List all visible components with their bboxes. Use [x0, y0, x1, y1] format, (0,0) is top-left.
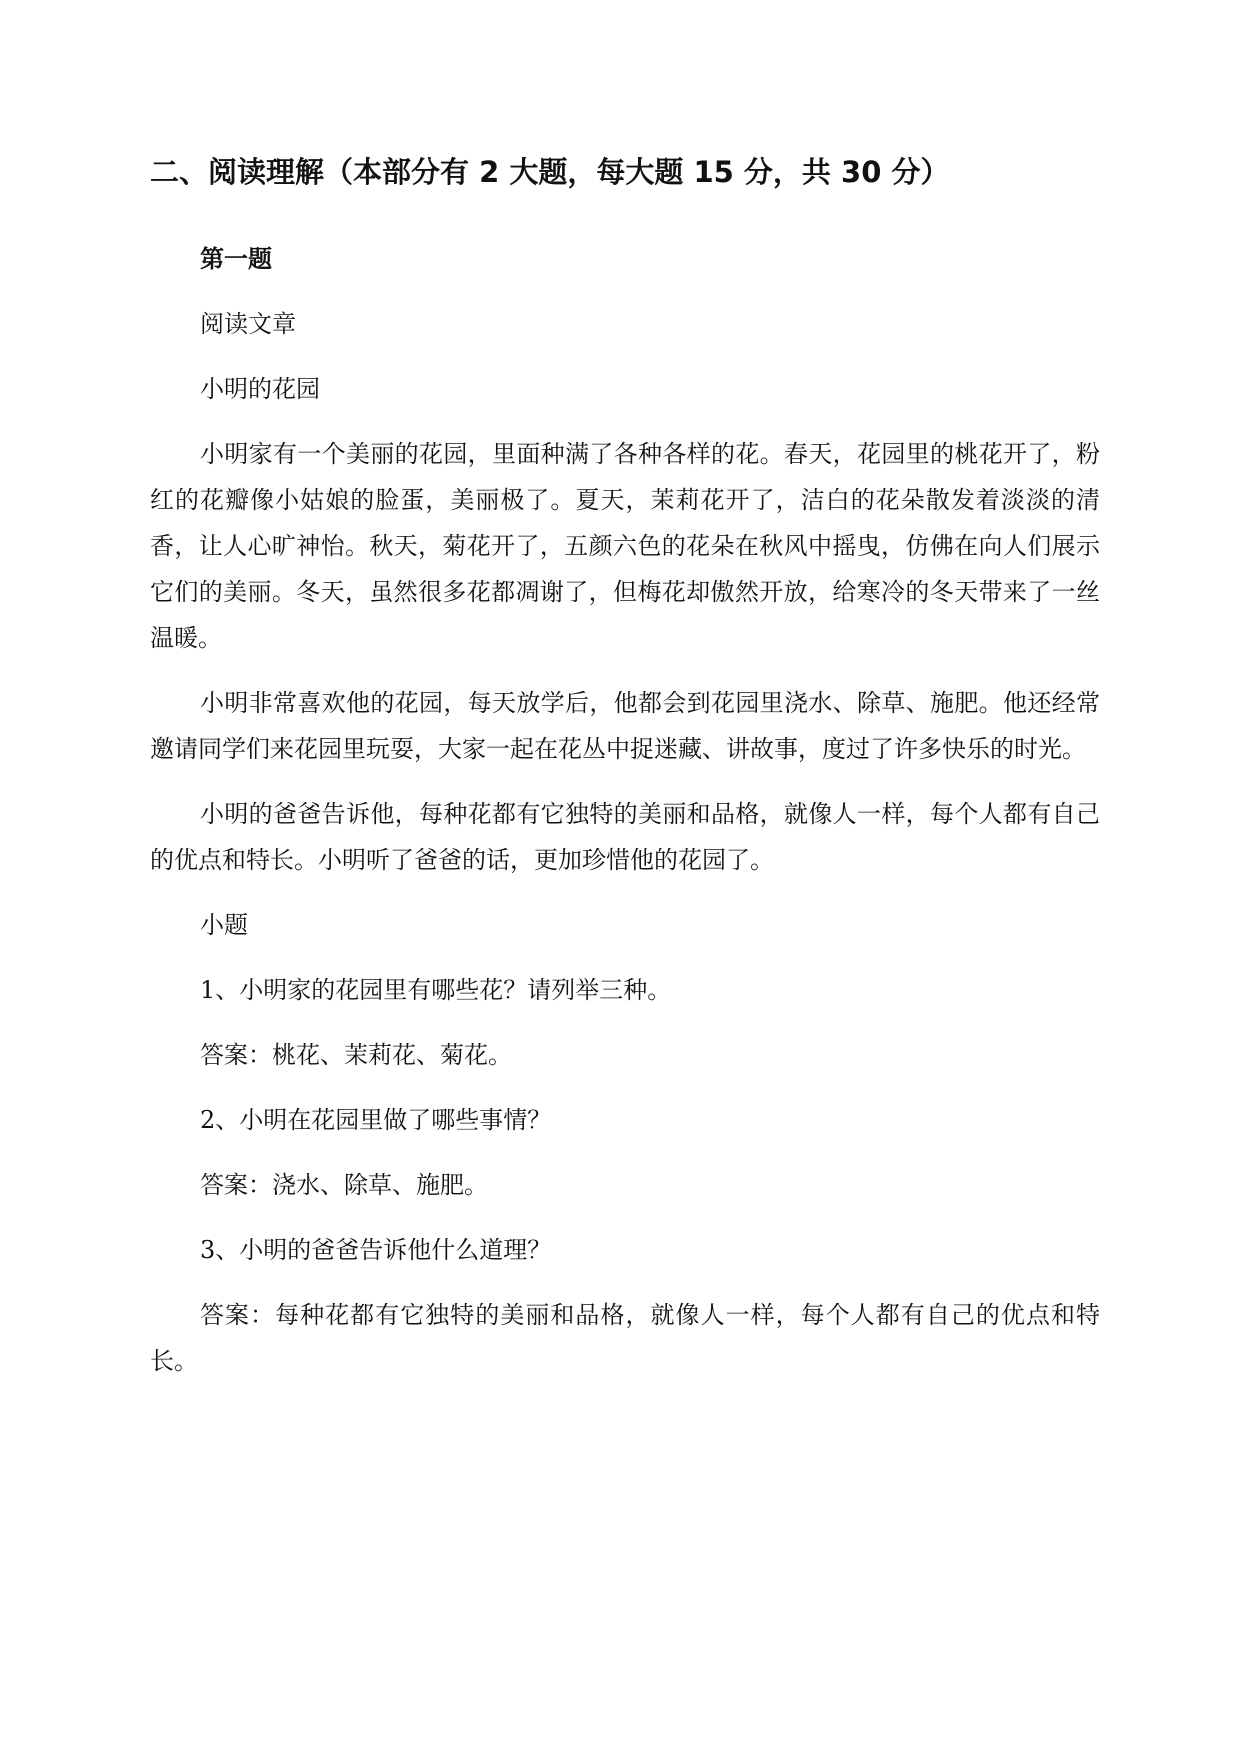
- article-paragraph-3: 小明的爸爸告诉他，每种花都有它独特的美丽和品格，就像人一样，每个人都有自己的优点和特长。小明听了爸爸的话，更加珍惜他的花园了。: [150, 800, 1100, 874]
- article-paragraph-1: 小明家有一个美丽的花园，里面种满了各种各样的花。春天，花园里的桃花开了，粉红的花瓣像小姑娘的脸蛋，美丽极了。夏天，茉莉花开了，洁白的花朵散发着淡淡的清香，让人心旷神怡。秋天，菊花开了，五颜六色的花朵在秋风中摇曳，仿佛在向人们展示它们的美丽。冬天，虽然很多花都凋谢了，但梅花却傲然开放，给寒冷的冬天带来了一丝温暖。: [150, 440, 1100, 652]
- answer-3: 答案：每种花都有它独特的美丽和品格，就像人一样，每个人都有自己的优点和特长。: [150, 1301, 1100, 1375]
- reading-instruction: 阅读文章: [200, 310, 296, 338]
- answer-2: 答案：浇水、除草、施肥。: [200, 1171, 488, 1199]
- sub-question-heading: 小题: [200, 911, 248, 939]
- answer-1: 答案：桃花、茉莉花、菊花。: [200, 1041, 512, 1069]
- question-1: 1、小明家的花园里有哪些花？请列举三种。: [200, 976, 672, 1004]
- section-title: 二、阅读理解（本部分有 2 大题，每大题 15 分，共 30 分）: [150, 155, 950, 189]
- article-title: 小明的花园: [200, 375, 320, 403]
- article-paragraph-2: 小明非常喜欢他的花园，每天放学后，他都会到花园里浇水、除草、施肥。他还经常邀请同学们来花园里玩耍，大家一起在花丛中捉迷藏、讲故事，度过了许多快乐的时光。: [150, 689, 1100, 763]
- question-2: 2、小明在花园里做了哪些事情？: [200, 1106, 552, 1134]
- question-3: 3、小明的爸爸告诉他什么道理？: [200, 1236, 552, 1264]
- document-content: [150, 236, 1100, 1403]
- question-heading: 第一题: [200, 245, 272, 273]
